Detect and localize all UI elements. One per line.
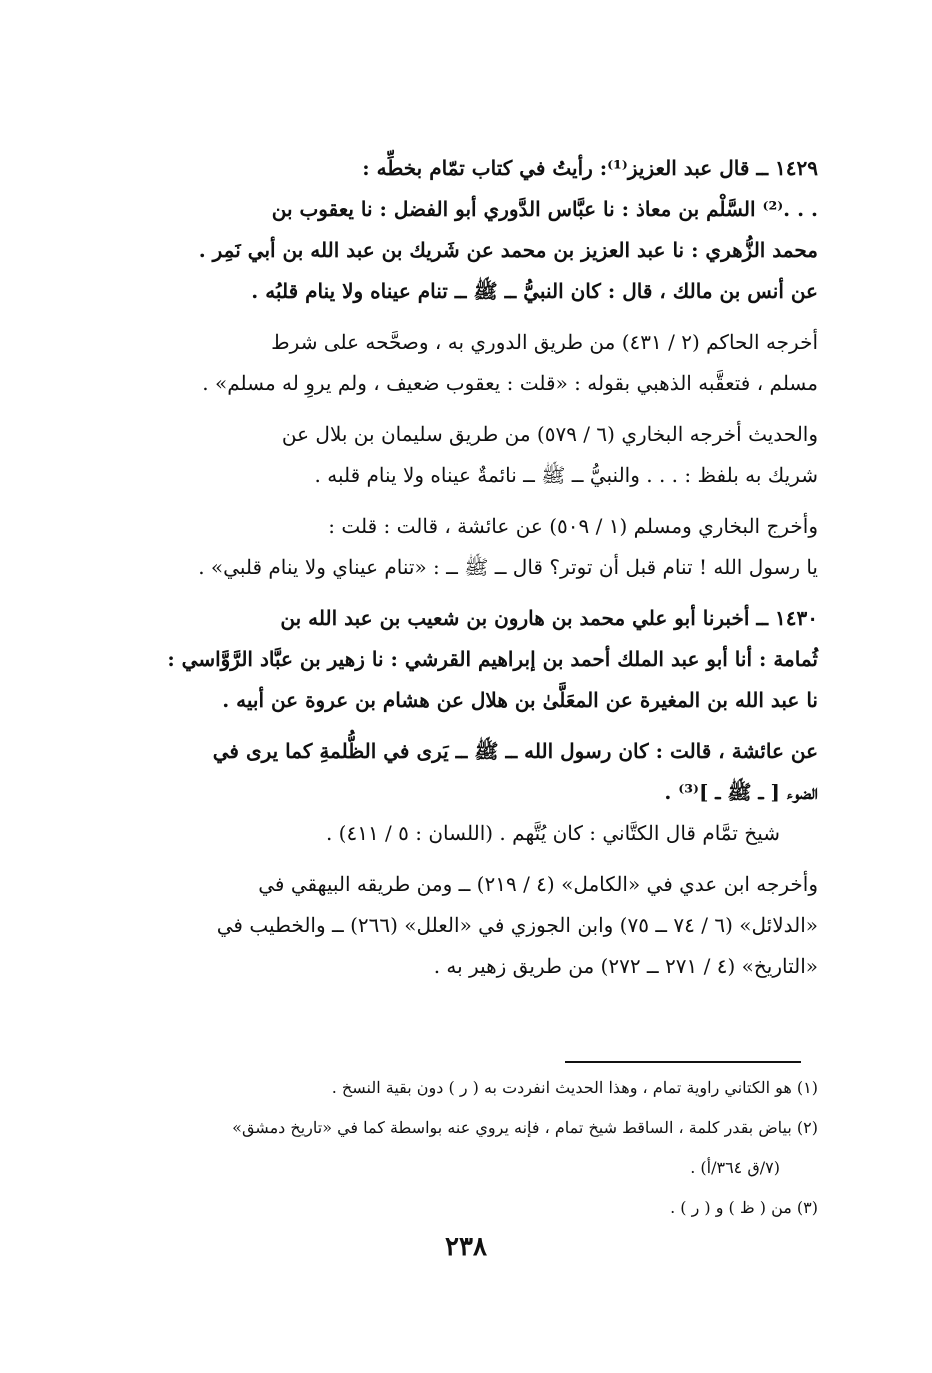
hadith-1430-takhrij	[108, 864, 818, 987]
takhrij-line: وأخرج البخاري ومسلم (١ / ٥٠٩) عن عائشة ، قالت : قلت :	[328, 514, 818, 538]
hadith-1430-heading: ١٤٣٠ ــ أخبرنا أبو علي محمد بن هارون بن شعيب بن عبد الله بن	[280, 606, 818, 630]
hadith-1430-matn-line: عن عائشة ، قالت : كان رسول الله ــ ﷺ ــ يَرى في الظُّلمةِ كما يرى في	[212, 739, 818, 763]
footnote-2: (٢) بياض بقدر كلمة ، الساقط شيخ تمام ، فإنه يروي عنه بواسطة كما في «تاريخ دمشق»	[232, 1118, 818, 1137]
hadith-1429-isnad-cont: محمد الزُّهري : نا عبد العزيز بن محمد عن شَريك بن عبد الله بن أبي نَمِر .	[198, 238, 818, 262]
takhrij-line: وأخرجه ابن عدي في «الكامل» (٤ / ٢١٩) ــ ومن طريقه البيهقي في	[258, 872, 818, 896]
hadith-1430-matn-line: الضوء [ ــ ﷺ ــ ]⁽³⁾ .	[664, 780, 818, 804]
hadith-1429-heading: ١٤٢٩ ــ قال عبد العزيز⁽¹⁾: رأيتُ في كتاب تمّام بخطِّه :	[362, 156, 818, 180]
hadith-1430	[108, 598, 818, 721]
takhrij-line: مسلم ، فتعقَّبه الذهبي بقوله : «قلت : يعقوب ضعيف ، ولم يروِ له مسلم» .	[202, 371, 818, 395]
footnote-1: (١) هو الكتاني راوية تمام ، وهذا الحديث انفردت به ( ر ) دون بقية النسخ .	[331, 1078, 818, 1097]
takhrij-line: والحديث أخرجه البخاري (٦ / ٥٧٩) من طريق سليمان بن بلال عن	[281, 422, 818, 446]
page-number: ٢٣٨	[445, 1232, 487, 1262]
hadith-1430-isnad: ثُمامة : أنا أبو عبد الملك أحمد بن إبراهيم القرشي : نا زهير بن عبَّاد الرَّوَّاسي :	[167, 647, 818, 671]
takhrij-line: «الدلائل» (٦ / ٧٤ ــ ٧٥) وابن الجوزي في «العلل» (٢٦٦) ــ والخطيب في	[216, 913, 818, 937]
hadith-1429	[108, 148, 818, 312]
hadith-1429-takhrij-1	[108, 322, 818, 404]
hadith-1430-isnad-cont: نا عبد الله بن المغيرة عن المعَلَّىٰ بن هلال عن هشام بن عروة عن أبيه .	[222, 688, 818, 712]
takhrij-line: أخرجه الحاكم (٢ / ٤٣١) من طريق الدوري به ، وصحَّحه على شرط	[271, 330, 818, 354]
footnote-3: (٣) من ( ظ ) و ( ر ) .	[670, 1198, 818, 1217]
hadith-1429-isnad: . . .⁽²⁾ السَّلْم بن معاذ : نا عبَّاس الدَّوري أبو الفضل : نا يعقوب بن	[271, 197, 818, 221]
takhrij-line: «التاريخ» (٤ / ٢٧١ ــ ٢٧٢) من طريق زهير به .	[433, 954, 818, 978]
takhrij-line: يا رسول الله ! تنام قبل أن توتر؟ قال ــ ﷺ ــ : «تنام عيناي ولا ينام قلبي» .	[198, 555, 818, 579]
hadith-1430-matn	[108, 731, 818, 854]
hadith-1429-takhrij-2	[108, 414, 818, 496]
footnote-2-cont: (٧/ق ٣٦٤/أ) .	[690, 1158, 780, 1177]
footnotes	[108, 1068, 818, 1228]
footnote-divider	[565, 1061, 801, 1063]
hadith-1430-comment: شيخ تمَّام قال الكتَّاني : كان يُتَّهم . (اللسان : ٥ / ٤١١) .	[325, 821, 780, 845]
takhrij-line: شريك به بلفظ : . . . والنبيُّ ــ ﷺ ــ نائمةٌ عيناه ولا ينام قلبه .	[314, 463, 818, 487]
hadith-1429-matn: عن أنس بن مالك ، قال : كان النبيُّ ــ ﷺ ــ تنام عيناه ولا ينام قلبُه .	[251, 279, 818, 303]
page-body	[108, 148, 818, 997]
hadith-1429-takhrij-3	[108, 506, 818, 588]
